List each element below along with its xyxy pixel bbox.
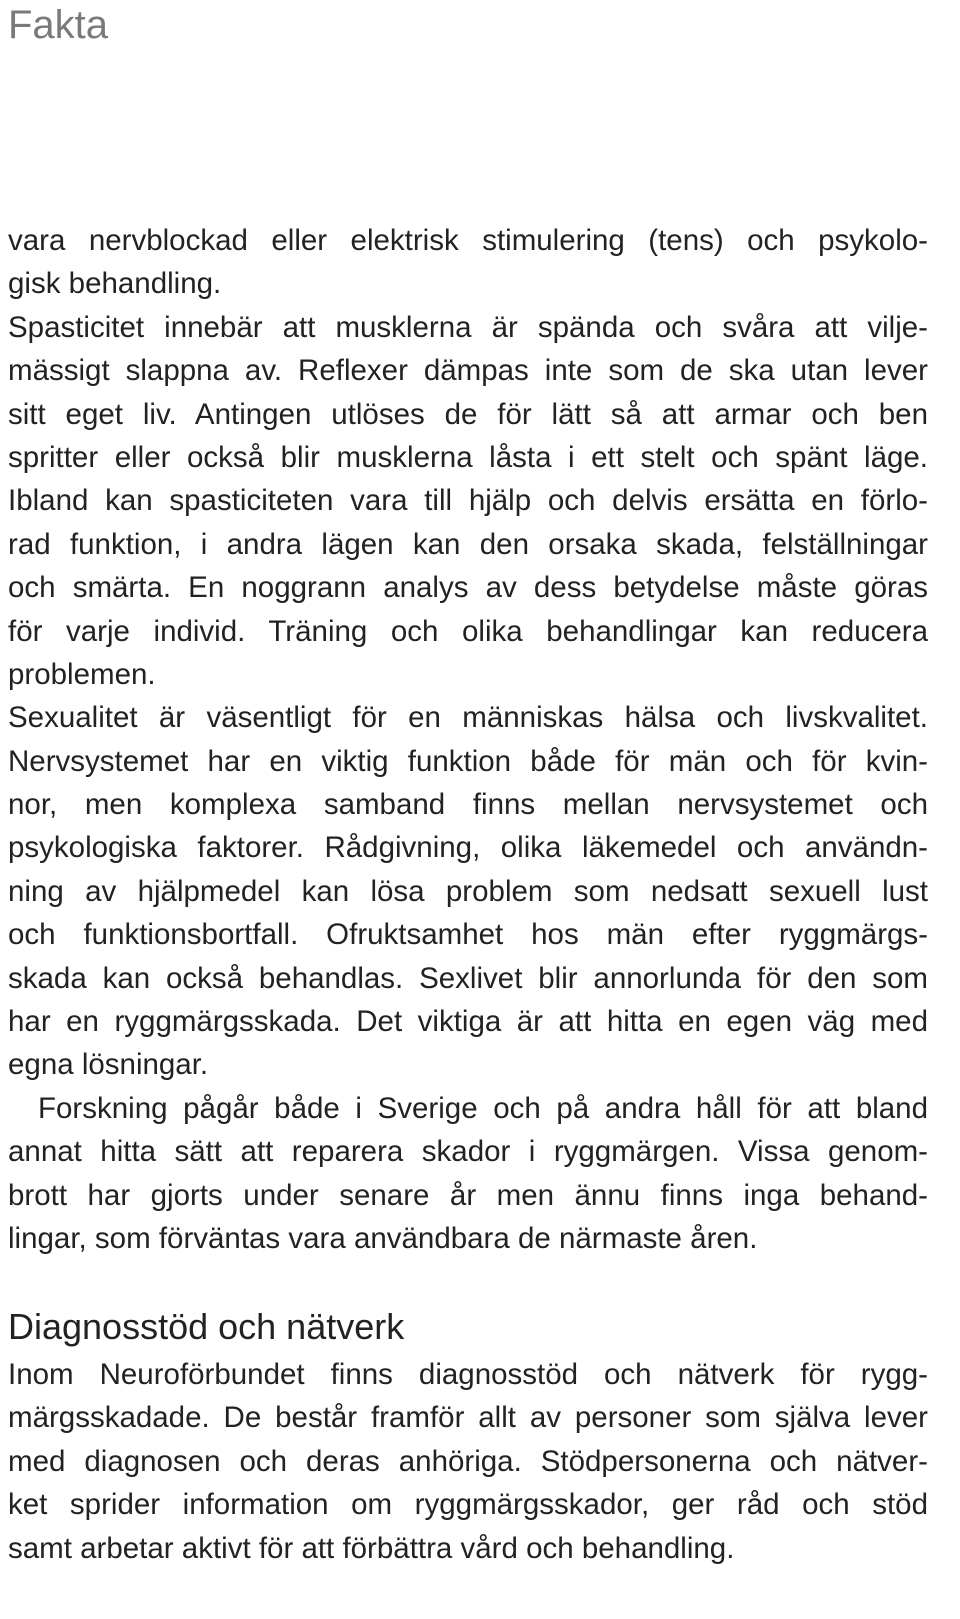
text-line: vara nervblockad eller elektrisk stimulering (tens) och psykolo- — [8, 224, 928, 257]
section-body-text — [8, 1353, 928, 1570]
text-line: för varje individ. Träning och olika behandlingar kan reducera — [8, 614, 928, 648]
section-label: Fakta — [8, 3, 109, 47]
text-line: och smärta. En noggrann analys av dess betydelse måste göras — [8, 571, 928, 605]
text-line: skada kan också behandlas. Sexlivet blir annorlunda för den som — [8, 961, 928, 995]
text-line: med diagnosen och deras anhöriga. Stödpersonerna och nätver- — [8, 1444, 928, 1478]
text-line: gisk behandling. — [8, 267, 222, 301]
text-line: lingar, som förväntas vara användbara de närmaste åren. — [8, 1221, 758, 1255]
text-line: mässigt slappna av. Reflexer dämpas inte som de ska utan lever — [8, 354, 928, 388]
text-line: Nervsystemet har en viktig funktion både för män och för kvin- — [8, 744, 928, 778]
text-line: ning av hjälpmedel kan lösa problem som nedsatt sexuell lust — [8, 874, 928, 908]
text-line: ket sprider information om ryggmärgsskador, ger råd och stöd — [8, 1488, 928, 1522]
text-line: Inom Neuroförbundet finns diagnosstöd och nätverk för rygg- — [8, 1358, 928, 1391]
text-line: nor, men komplexa samband finns mellan nervsystemet och — [8, 788, 928, 822]
body-text — [8, 219, 928, 1260]
text-line: problemen. — [8, 657, 156, 691]
text-line: egna lösningar. — [8, 1048, 209, 1082]
text-line: och funktionsbortfall. Ofruktsamhet hos män efter ryggmärgs- — [8, 918, 928, 952]
text-line: spritter eller också blir musklerna låsta i ett stelt och spänt läge. — [8, 440, 928, 474]
text-line: rad funktion, i andra lägen kan den orsaka skada, felställningar — [8, 527, 928, 561]
text-line: Forskning pågår både i Sverige och på andra håll för att bland — [38, 1091, 928, 1125]
text-line: märgsskadade. De består framför allt av personer som själva lever — [8, 1401, 928, 1435]
text-line: Ibland kan spasticiteten vara till hjälp och delvis ersätta en förlo- — [8, 484, 928, 518]
section-heading: Diagnosstöd och nätverk — [8, 1306, 405, 1347]
text-line: sitt eget liv. Antingen utlöses de för lätt så att armar och ben — [8, 397, 928, 431]
text-line: psykologiska faktorer. Rådgivning, olika läkemedel och användn- — [8, 831, 928, 865]
text-line: Sexualitet är väsentligt för en människas hälsa och livskvalitet. — [8, 701, 928, 735]
text-line: annat hitta sätt att reparera skador i ryggmärgen. Vissa genom- — [8, 1135, 928, 1169]
text-line: Spasticitet innebär att musklerna är spända och svåra att vilje- — [8, 310, 928, 344]
text-line: brott har gjorts under senare år men ännu finns inga behand- — [8, 1178, 928, 1212]
text-line: har en ryggmärgsskada. Det viktiga är att hitta en egen väg med — [8, 1005, 928, 1039]
text-line: samt arbetar aktivt för att förbättra vård och behandling. — [8, 1531, 735, 1565]
